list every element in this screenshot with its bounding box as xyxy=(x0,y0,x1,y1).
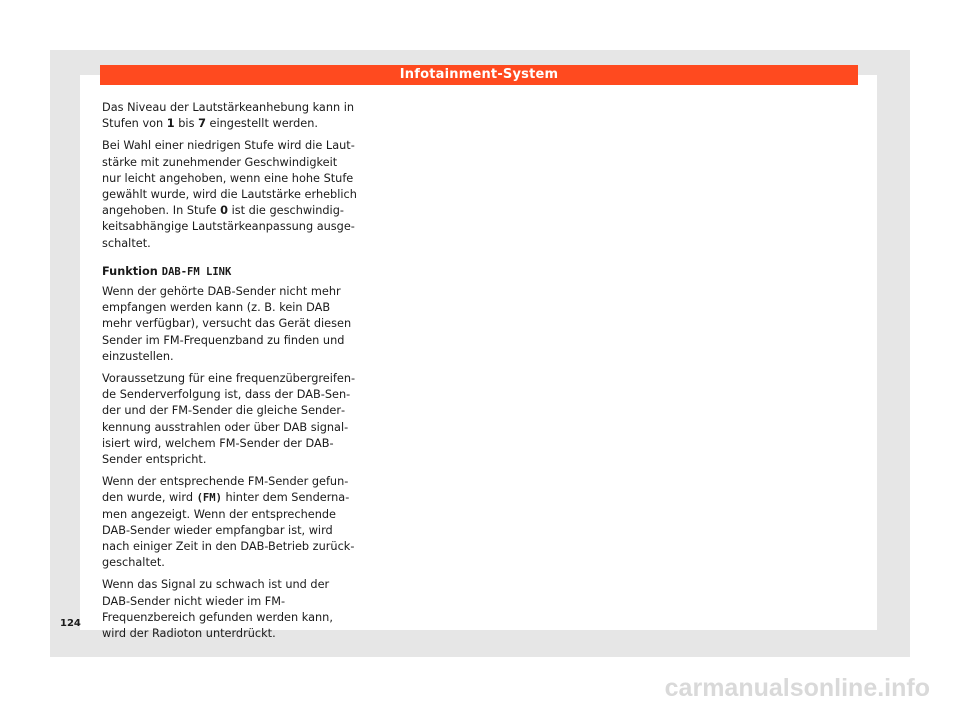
paragraph-fm-indicator: Wenn der entsprechende FM-Sender gefunden wurde, wird (FM) hinter dem Sendernamen angezeigt. Wenn der entsprechende DAB-Sender wieder empfangbar ist, wird nach einiger Zeit in den DAB-Betrieb zurückgeschaltet. xyxy=(102,475,355,570)
page-number: 124 xyxy=(60,618,81,629)
paragraph-dab-fm-intro: Wenn der gehörte DAB-Sender nicht mehr empfangen werden kann (z. B. kein DAB mehr verfügbar), versucht das Gerät diesen Sender im FM-Frequenzband zu finden und einzustellen. xyxy=(102,285,352,363)
section-header: Infotainment-System xyxy=(100,65,858,85)
section-heading-dab-fm-link: Funktion DAB-FM LINK xyxy=(102,264,232,278)
paragraph-level-description: Bei Wahl einer niedrigen Stufe wird die Lautstärke mit zunehmender Geschwindigkeit nur leicht angehoben, wenn eine hohe Stufe gewählt wurde, wird die Lautstärke erheblich angehoben. In Stufe 0 ist die geschwindigkeitsabhängige Lautstärkeanpassung ausgeschaltet. xyxy=(102,139,357,250)
paragraph-volume-levels: Das Niveau der Lautstärkeanhebung kann in Stufen von 1 bis 7 eingestellt werden. xyxy=(102,101,355,131)
paragraph-requirement: Voraussetzung für eine frequenzübergreifende Senderverfolgung ist, dass der DAB-Sender und der FM-Sender die gleiche Senderkennung ausstrahlen oder über DAB signalisiert wird, welchem FM-Sender der DAB-Sender entspricht. xyxy=(102,372,356,467)
watermark-logo: carmanualsonline.info xyxy=(664,674,930,702)
paragraph-weak-signal: Wenn das Signal zu schwach ist und der DAB-Sender nicht wieder im FM-Frequenzbereich gefunden werden kann, wird der Radioton unterdrückt. xyxy=(102,578,333,641)
text-column xyxy=(102,100,358,648)
